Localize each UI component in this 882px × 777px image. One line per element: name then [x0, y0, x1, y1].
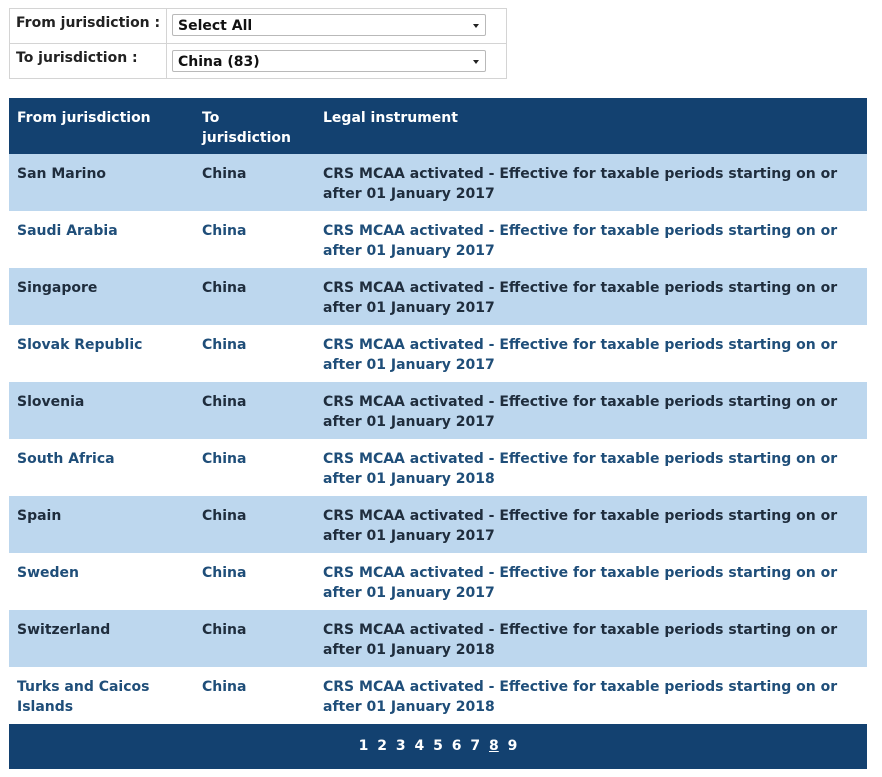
cell-from: Slovak Republic	[17, 337, 143, 353]
to-jurisdiction-select[interactable]	[172, 50, 486, 72]
to-jurisdiction-value: China (83)	[178, 54, 260, 70]
page-link-7[interactable]: 7	[470, 738, 481, 754]
cell-instrument: CRS MCAA activated - Effective for taxable periods starting on or after 01 January 2018	[323, 679, 838, 715]
page-link-4[interactable]: 4	[414, 738, 425, 754]
header-to-line2: jurisdiction	[202, 130, 291, 146]
cell-instrument: CRS MCAA activated - Effective for taxable periods starting on or after 01 January 2017	[323, 394, 838, 430]
cell-to: China	[202, 622, 247, 638]
cell-to: China	[202, 451, 247, 467]
chevron-down-icon	[473, 60, 479, 64]
cell-from: Turks and Caicos Islands	[17, 679, 150, 715]
cell-to: China	[202, 565, 247, 581]
page-link-1[interactable]: 1	[358, 738, 369, 754]
from-filter-cell	[167, 9, 506, 43]
table-row	[9, 382, 867, 439]
chevron-down-icon	[473, 24, 479, 28]
cell-from: Saudi Arabia	[17, 223, 118, 239]
pagination-bar	[9, 724, 867, 769]
cell-to: China	[202, 679, 247, 695]
results-table	[9, 98, 867, 769]
cell-instrument: CRS MCAA activated - Effective for taxable periods starting on or after 01 January 2018	[323, 451, 838, 487]
table-row	[9, 553, 867, 610]
cell-to: China	[202, 223, 247, 239]
page-link-5[interactable]: 5	[433, 738, 443, 754]
table-row	[9, 154, 867, 211]
table-row	[9, 439, 867, 496]
from-jurisdiction-label: From jurisdiction :	[10, 9, 167, 43]
cell-instrument: CRS MCAA activated - Effective for taxable periods starting on or after 01 January 2017	[323, 565, 838, 601]
cell-from: Spain	[17, 508, 62, 524]
page-link-8-current[interactable]: 8	[489, 738, 499, 754]
cell-from: Singapore	[17, 280, 98, 296]
table-row	[9, 496, 867, 553]
table-row	[9, 325, 867, 382]
cell-from: Slovenia	[17, 394, 85, 410]
cell-instrument: CRS MCAA activated - Effective for taxable periods starting on or after 01 January 2017	[323, 280, 838, 316]
cell-from: San Marino	[17, 166, 107, 182]
cell-from: Switzerland	[17, 622, 111, 638]
page-link-2[interactable]: 2	[377, 738, 387, 754]
from-filter-row	[10, 9, 506, 43]
table-row	[9, 610, 867, 667]
cell-to: China	[202, 337, 247, 353]
page-link-6[interactable]: 6	[451, 738, 462, 754]
table-row	[9, 268, 867, 325]
header-legal-instrument: Legal instrument	[323, 110, 458, 126]
cell-to: China	[202, 280, 247, 296]
cell-to: China	[202, 508, 247, 524]
cell-instrument: CRS MCAA activated - Effective for taxable periods starting on or after 01 January 2017	[323, 337, 838, 373]
table-row	[9, 667, 867, 724]
table-row	[9, 211, 867, 268]
from-jurisdiction-select[interactable]	[172, 14, 486, 36]
from-jurisdiction-value: Select All	[178, 18, 253, 34]
header-from-jurisdiction: From jurisdiction	[17, 110, 151, 126]
to-filter-row	[10, 43, 506, 78]
page-link-9[interactable]: 9	[507, 738, 518, 754]
cell-instrument: CRS MCAA activated - Effective for taxable periods starting on or after 01 January 2017	[323, 508, 838, 544]
cell-instrument: CRS MCAA activated - Effective for taxable periods starting on or after 01 January 2017	[323, 223, 838, 259]
header-to-line1: To	[202, 110, 220, 126]
table-header	[9, 98, 867, 154]
header-to-jurisdiction	[202, 108, 312, 148]
pagination	[9, 738, 867, 754]
cell-instrument: CRS MCAA activated - Effective for taxable periods starting on or after 01 January 2017	[323, 166, 838, 202]
page-link-3[interactable]: 3	[395, 738, 406, 754]
cell-from: South Africa	[17, 451, 115, 467]
to-filter-cell	[167, 44, 506, 78]
cell-instrument: CRS MCAA activated - Effective for taxable periods starting on or after 01 January 2018	[323, 622, 838, 658]
cell-from: Sweden	[17, 565, 79, 581]
cell-to: China	[202, 166, 247, 182]
to-jurisdiction-label: To jurisdiction :	[10, 44, 167, 78]
cell-to: China	[202, 394, 247, 410]
filter-panel	[9, 8, 507, 79]
